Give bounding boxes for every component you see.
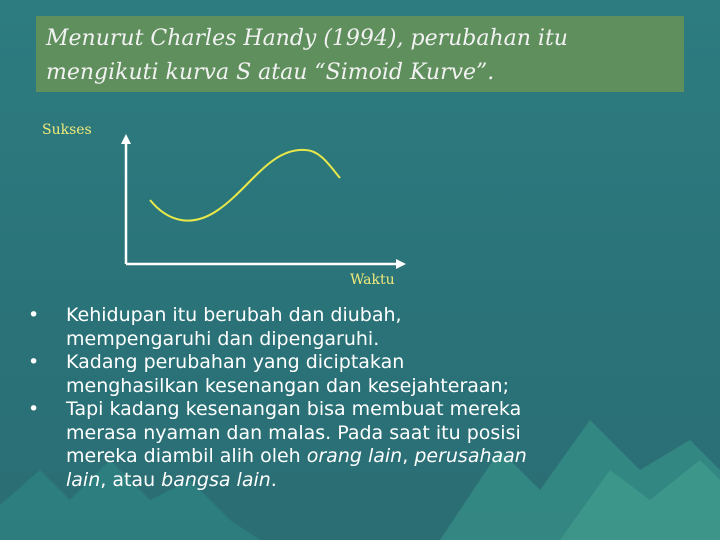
italic-orang-lain: orang lain xyxy=(306,445,403,467)
separator-2: , atau xyxy=(100,468,162,491)
title-box xyxy=(36,16,684,92)
italic-perusahaan: perusahaan xyxy=(414,445,527,467)
italic-lain: lain xyxy=(66,468,101,491)
x-axis-label: Waktu xyxy=(350,272,395,288)
bullet-3-line-2: merasa nyaman dan malas. Pada saat itu posisi xyxy=(66,421,521,444)
bullet-item-2 xyxy=(28,351,708,398)
title-line-2: mengikuti kurva S atau “Simoid Kurve”. xyxy=(46,60,495,85)
s-curve-diagram xyxy=(110,130,410,270)
title-line-1: Menurut Charles Handy (1994), perubahan itu xyxy=(46,26,568,51)
bullet-item-1 xyxy=(28,304,708,351)
bullet-icon: • xyxy=(28,398,40,420)
y-axis-arrow-icon xyxy=(121,134,131,144)
bullet-3-line-3: mereka diambil alih oleh xyxy=(66,445,307,467)
s-curve xyxy=(150,150,340,221)
bullet-1-line-1: Kehidupan itu berubah dan diubah, xyxy=(66,304,402,326)
bullet-3-line-1: Tapi kadang kesenangan bisa membuat mereka xyxy=(66,398,522,420)
y-axis xyxy=(121,134,131,264)
bullet-icon: • xyxy=(28,351,40,373)
x-axis-arrow-icon xyxy=(396,259,406,269)
bullet-1-line-2: mempengaruhi dan dipengaruhi. xyxy=(66,327,380,350)
sentence-end: . xyxy=(270,468,277,491)
separator-1: , xyxy=(402,445,415,467)
x-axis xyxy=(126,259,406,269)
bullet-2-line-2: menghasilkan kesenangan dan kesejahteraan; xyxy=(66,374,509,397)
bullet-list xyxy=(28,304,708,492)
bullet-item-3 xyxy=(28,398,708,492)
bullet-2-line-1: Kadang perubahan yang diciptakan xyxy=(66,351,405,373)
italic-bangsa-lain: bangsa lain xyxy=(161,468,271,491)
bullet-icon: • xyxy=(28,304,40,326)
y-axis-label: Sukses xyxy=(42,122,92,138)
